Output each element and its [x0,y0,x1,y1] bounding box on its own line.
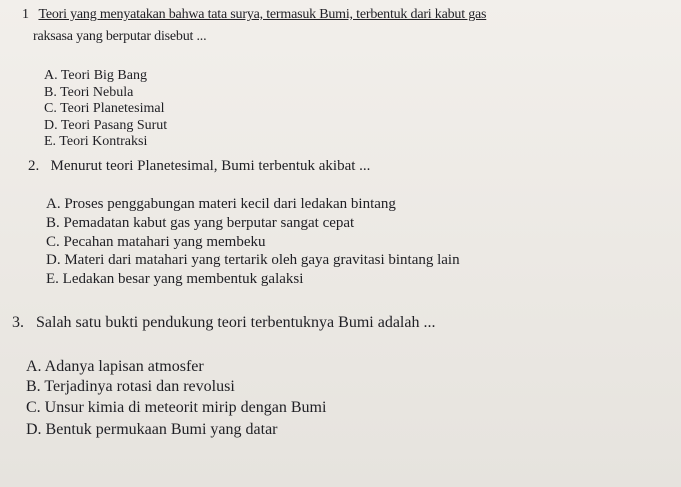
question-3-stem [12,314,435,332]
question-1-stem-line-1: Teori yang menyatakan bahwa tata surya, termasuk Bumi, terbentuk dari kabut gas [38,7,487,22]
question-3-option-a[interactable]: A. Adanya lapisan atmosfer [26,358,204,375]
question-2-option-b[interactable]: B. Pemadatan kabut gas yang berputar sangat cepat [46,215,355,231]
question-1-option-a[interactable]: A. Teori Big Bang [44,68,147,83]
question-2-option-e[interactable]: E. Ledakan besar yang membentuk galaksi [46,271,304,287]
question-2-number: 2. [28,158,40,174]
question-1-option-c[interactable]: C. Teori Planetesimal [44,101,165,116]
question-1-number: 1 [22,7,29,22]
question-3-option-b[interactable]: B. Terjadinya rotasi dan revolusi [26,378,235,395]
question-1-option-d[interactable]: D. Teori Pasang Surut [44,118,168,133]
question-3-option-c[interactable]: C. Unsur kimia di meteorit mirip dengan Bumi [26,399,327,416]
question-1-option-b[interactable]: B. Teori Nebula [44,85,134,100]
question-1-option-e[interactable]: E. Teori Kontraksi [44,134,148,149]
question-3-option-d[interactable]: D. Bentuk permukaan Bumi yang datar [26,421,278,438]
question-2-option-c[interactable]: C. Pecahan matahari yang membeku [46,234,266,250]
question-1-stem [22,7,486,23]
question-2-stem-text: Menurut teori Planetesimal, Bumi terbentuk akibat ... [50,158,371,174]
question-3-number: 3. [12,314,24,331]
question-2-stem [28,158,370,175]
question-2-option-d[interactable]: D. Materi dari matahari yang tertarik oleh gaya gravitasi bintang lain [46,252,460,268]
question-3-stem-text: Salah satu bukti pendukung teori terbentuknya Bumi adalah ... [36,314,436,331]
question-2-option-a[interactable]: A. Proses penggabungan materi kecil dari ledakan bintang [46,196,396,212]
question-1-stem-line-2: raksasa yang berputar disebut ... [33,29,207,44]
